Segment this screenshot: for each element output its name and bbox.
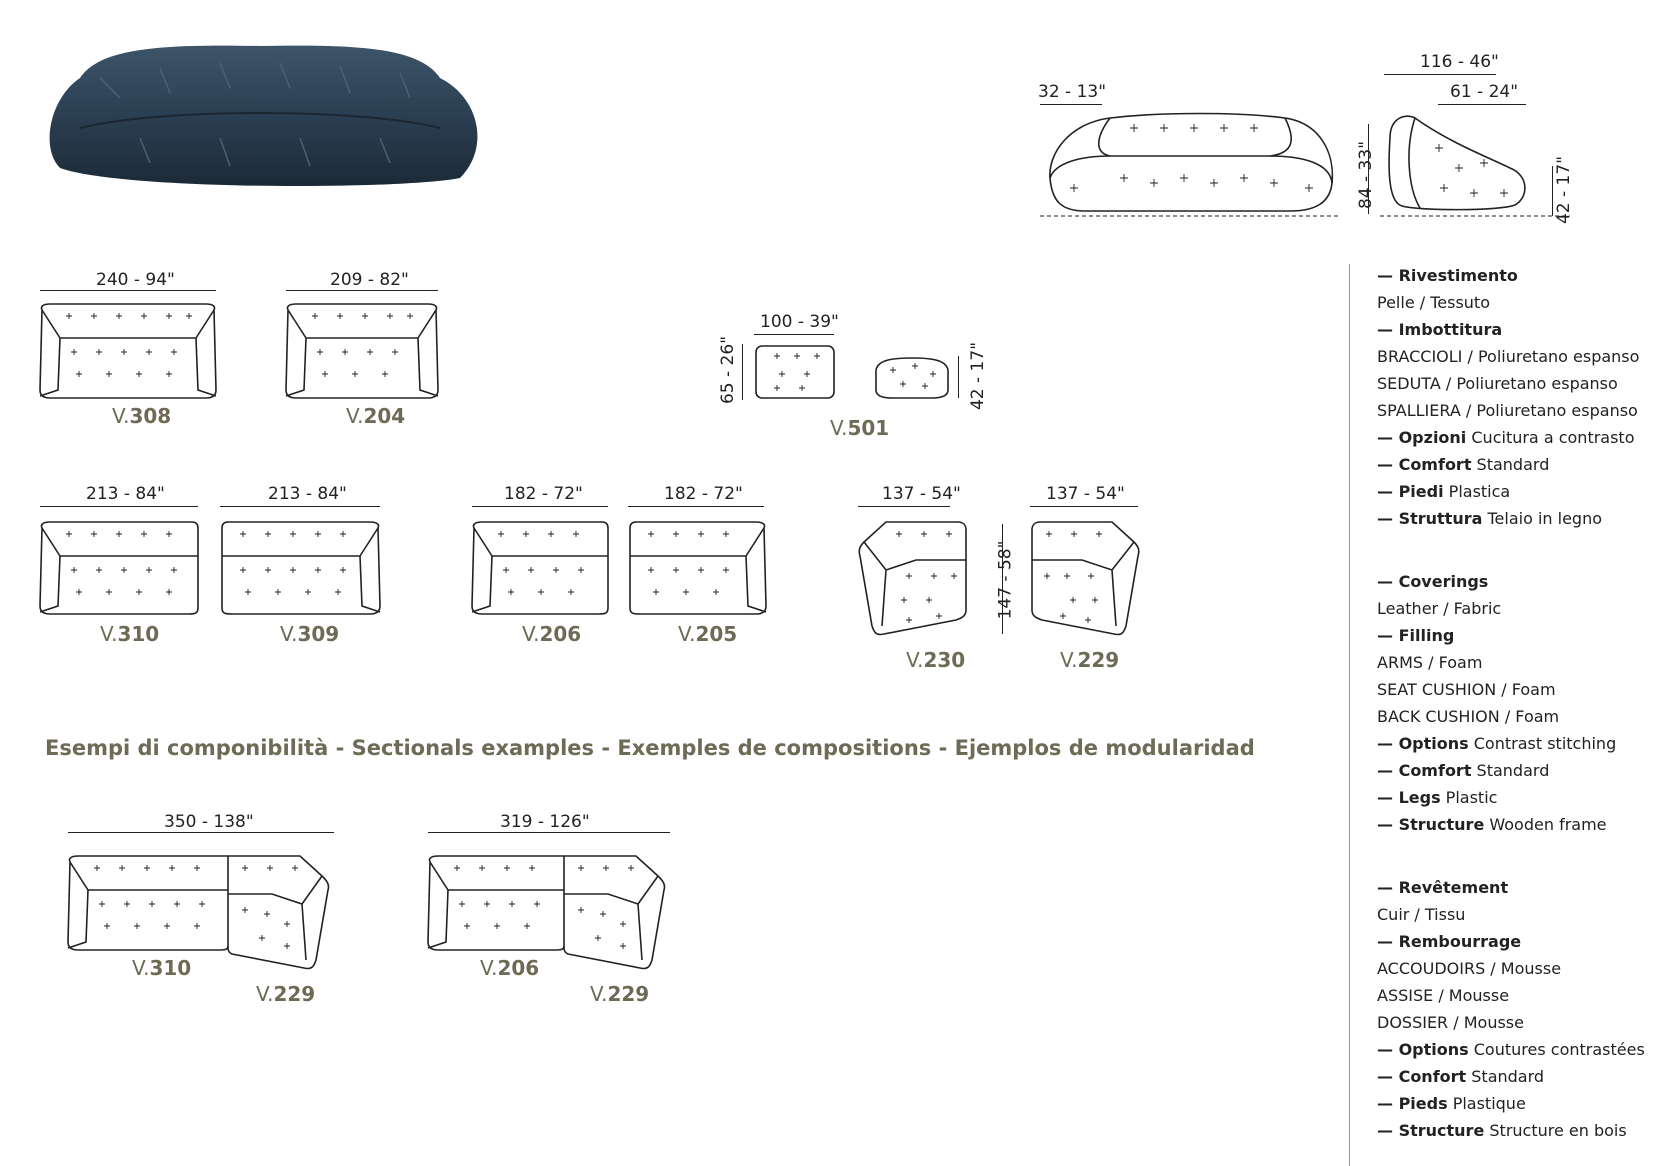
spec-row [1377,703,1667,730]
spec-label: — Rembourrage [1377,932,1522,951]
spec-value: Standard [1466,1067,1545,1086]
spec-row [1377,424,1667,451]
example-drawing-1 [64,854,340,974]
module-dim-vertical: 147 - 58" [995,540,1016,620]
module-code: V.230 [906,648,966,672]
spec-block-en [1377,568,1667,838]
spec-row [1377,343,1667,370]
spec-row [1377,451,1667,478]
spec-row [1377,505,1667,532]
spec-row [1377,622,1667,649]
module-code: V.204 [346,404,406,428]
height-line [1368,124,1369,214]
spec-row [1377,595,1667,622]
module-dim: 137 - 54" [1046,484,1125,504]
module-dim-line [40,290,216,291]
sofa-photo [20,38,490,198]
spec-value: Standard [1471,761,1550,780]
module-code: V.501 [830,416,890,440]
module-drawing-v229 [1030,520,1142,638]
seat-depth-dim: 61 - 24" [1450,82,1519,102]
spec-row [1377,316,1667,343]
module-dim: 137 - 54" [882,484,961,504]
width-top-line [1384,74,1496,75]
module-drawing-v501 [754,344,836,400]
example-code: V.310 [132,956,192,980]
seat-height-dim: 42 - 17" [1554,155,1575,225]
module-dim: 240 - 94" [96,270,175,290]
module-dim: 213 - 84" [86,484,165,504]
spec-label: — Filling [1377,626,1455,645]
spec-column [1377,262,1667,1144]
sofa-side-drawing [1380,108,1570,218]
spec-row [1377,649,1667,676]
spec-value: DOSSIER / Mousse [1377,1013,1524,1032]
spec-row [1377,955,1667,982]
spec-value: ARMS / Foam [1377,653,1483,672]
module-code: V.229 [1060,648,1120,672]
example-dim-line [428,832,670,833]
module-dim: 100 - 39" [760,312,839,332]
spec-value: Pelle / Tessuto [1377,293,1490,312]
spec-row [1377,397,1667,424]
spec-label: — Legs [1377,788,1441,807]
module-code: V.206 [522,622,582,646]
spec-label: — Piedi [1377,482,1444,501]
spec-label: — Struttura [1377,509,1483,528]
spec-value: Plastic [1440,788,1498,807]
spec-separator [1349,264,1350,1166]
module-dim: 209 - 82" [330,270,409,290]
spec-row [1377,730,1667,757]
module-dim-line [754,334,834,335]
spec-row [1377,874,1667,901]
module-drawing-v310 [36,520,200,616]
spec-row [1377,901,1667,928]
spec-value: Coutures contrastées [1468,1040,1645,1059]
spec-row [1377,478,1667,505]
spec-row [1377,676,1667,703]
spec-row [1377,982,1667,1009]
spec-row [1377,1090,1667,1117]
example-dim-line [68,832,334,833]
spec-label: — Opzioni [1377,428,1467,447]
example-drawing-2 [424,854,676,974]
spec-row [1377,289,1667,316]
spec-value: Leather / Fabric [1377,599,1502,618]
spec-row [1377,928,1667,955]
spec-value: Contrast stitching [1468,734,1617,753]
module-dim-line [220,506,380,507]
spec-row [1377,811,1667,838]
spec-row [1377,757,1667,784]
module-dim-side: 42 - 17" [968,341,989,411]
example-code: V.229 [256,982,316,1006]
module-drawing-v230 [856,520,968,638]
spec-value: Telaio in legno [1482,509,1603,528]
spec-value: Structure en bois [1484,1121,1627,1140]
module-drawing-v501-side [872,356,952,402]
module-dim-line [286,290,438,291]
width-top-dim: 116 - 46" [1420,52,1499,72]
spec-block-fr [1377,874,1667,1144]
module-dim: 182 - 72" [664,484,743,504]
module-dim: 213 - 84" [268,484,347,504]
module-dim-line [628,506,764,507]
spec-row [1377,1117,1667,1144]
spec-value: Cuir / Tissu [1377,905,1466,924]
module-drawing-v206 [468,520,610,616]
spec-label: — Imbottitura [1377,320,1503,339]
sofa-front-drawing [1040,108,1340,218]
module-dim: 182 - 72" [504,484,583,504]
spec-label: — Comfort [1377,455,1472,474]
spec-row [1377,784,1667,811]
spec-value: SEDUTA / Poliuretano espanso [1377,374,1618,393]
module-dim-vertical-line [1002,524,1003,634]
spec-row [1377,262,1667,289]
spec-label: — Rivestimento [1377,266,1518,285]
height-dim: 84 - 33" [1356,140,1377,210]
module-dim-line [1030,506,1138,507]
module-drawing-v204 [282,302,442,400]
spec-label: — Revêtement [1377,878,1509,897]
spec-value: Cucitura a contrasto [1466,428,1635,447]
spec-value: Standard [1471,455,1550,474]
module-dim-vertical: 65 - 26" [718,335,739,405]
spec-label: — Options [1377,734,1469,753]
spec-value: ACCOUDOIRS / Mousse [1377,959,1562,978]
example-dim: 350 - 138" [164,812,254,832]
spec-row [1377,1063,1667,1090]
module-code: V.308 [112,404,172,428]
spec-value: BACK CUSHION / Foam [1377,707,1560,726]
spec-label: — Pieds [1377,1094,1448,1113]
spec-row [1377,568,1667,595]
spec-value: Plastica [1443,482,1511,501]
spec-row [1377,1036,1667,1063]
module-dim-line [858,506,950,507]
module-code: V.205 [678,622,738,646]
seat-height-line [1552,166,1553,216]
spec-label: — Structure [1377,1121,1485,1140]
spec-row [1377,1009,1667,1036]
module-dim-vertical-line [742,344,743,400]
spec-block-it [1377,262,1667,532]
spec-row [1377,370,1667,397]
module-drawing-v308 [36,302,220,400]
seat-depth-line [1438,104,1526,105]
spec-value: SEAT CUSHION / Foam [1377,680,1556,699]
module-dim-line [40,506,198,507]
spec-value: Wooden frame [1484,815,1607,834]
spec-label: — Options [1377,1040,1469,1059]
module-code: V.309 [280,622,340,646]
module-dim-line [472,506,608,507]
spec-value: BRACCIOLI / Poliuretano espanso [1377,347,1640,366]
example-code: V.206 [480,956,540,980]
module-dim-side-line [958,356,959,398]
spec-label: — Coverings [1377,572,1489,591]
spec-value: SPALLIERA / Poliuretano espanso [1377,401,1638,420]
depth-side-dim: 32 - 13" [1038,82,1107,102]
module-code: V.310 [100,622,160,646]
module-drawing-v309 [220,520,384,616]
spec-value: Plastique [1447,1094,1526,1113]
spec-label: — Structure [1377,815,1485,834]
examples-heading: Esempi di componibilità - Sectionals examples - Exemples de compositions - Ejemplos de modularidad [45,736,1255,760]
spec-label: — Comfort [1377,761,1472,780]
module-drawing-v205 [628,520,770,616]
example-dim: 319 - 126" [500,812,590,832]
spec-label: — Confort [1377,1067,1467,1086]
depth-side-line [1040,104,1102,105]
example-code: V.229 [590,982,650,1006]
spec-value: ASSISE / Mousse [1377,986,1510,1005]
